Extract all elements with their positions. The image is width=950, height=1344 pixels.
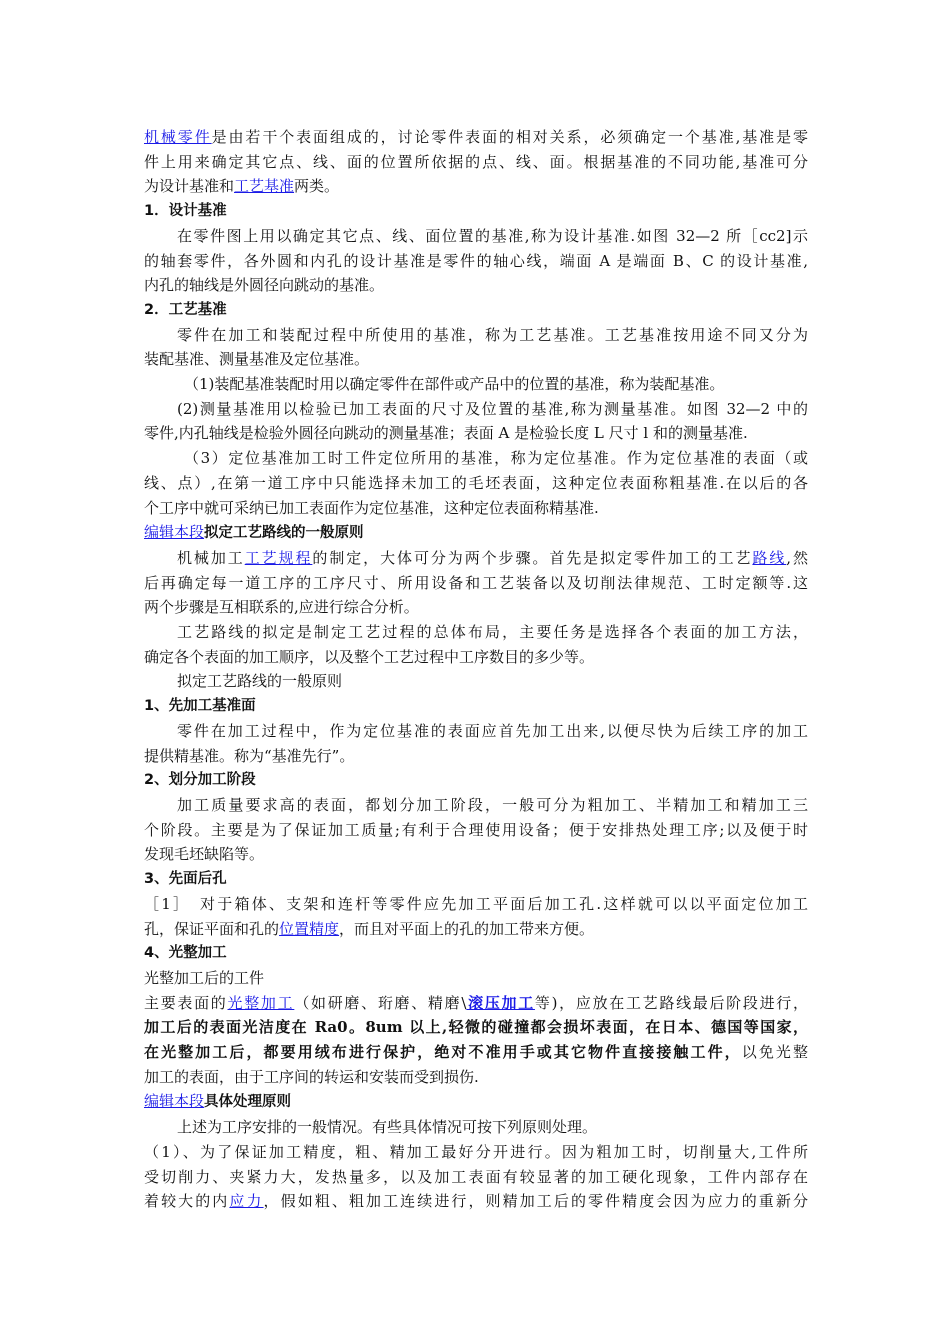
paragraph-route-line-1	[144, 546, 808, 571]
paragraph-finishing-line-1	[144, 991, 808, 1016]
section-heading-specific	[144, 1089, 808, 1115]
paragraph-design-datum-line-2: 的轴套零件，各外圆和内孔的设计基准是零件的轴心线，端面 A 是端面 B、C 的设计基准,	[144, 251, 808, 270]
paragraph-process-datum-line-1: 零件在加工和装配过程中所使用的基准，称为工艺基准。工艺基准按用途不同又分为	[177, 325, 808, 344]
section-title: 拟定工艺路线的一般原则	[204, 525, 364, 542]
text: 在光整加工后，都要用绒布进行保护，绝对不准用手或其它物件直接接触工件，	[144, 1043, 742, 1062]
heading-face-before-hole: 3、先面后孔	[144, 871, 227, 888]
paragraph-datum-first-line-2: 提供精基准。称为“基准先行”。	[144, 746, 355, 765]
paragraph-design-datum-line-1: 在零件图上用以确定其它点、线、面位置的基准,称为设计基准.如图 32—2 所［cc2]示	[177, 226, 808, 245]
text: ，假如粗、粗加工连续进行，则精加工后的零件精度会因为应力的重新分	[263, 1192, 808, 1211]
text: 的制定，大体可分为两个步骤。首先是拟定零件加工的工艺	[312, 548, 753, 567]
paragraph-locating-datum-line-2: 线、点）,在第一道工序中只能选择未加工的毛坯表面，这种定位表面称粗基准.在以后的各	[144, 473, 808, 492]
text: 机械加工	[177, 548, 245, 567]
paragraph-datum-first-line-1: 零件在加工过程中，作为定位基准的表面应首先加工出来,以便尽快为后续工序的加工	[177, 721, 808, 740]
link-mechanical-parts[interactable]: 机械零件	[144, 128, 212, 146]
paragraph-locating-datum-line-3: 个工序中就可采纳已加工表面作为定位基准，这种定位表面称精基准.	[144, 498, 599, 517]
link-roller-burnishing[interactable]: 滚压加工	[466, 993, 535, 1012]
paragraph-stages-line-3: 发现毛坯缺陷等。	[144, 845, 265, 864]
paragraph-design-datum-line-3: 内孔的轴线是外圆径向跳动的基准。	[144, 276, 385, 295]
section-title: 具体处理原则	[204, 1094, 292, 1111]
heading-design-datum: 1．设计基准	[144, 203, 227, 220]
link-stress[interactable]: 应力	[229, 1192, 264, 1211]
paragraph-finished-workpiece: 光整加工后的工件	[144, 968, 265, 987]
paragraph-measure-datum-line-2: 零件,内孔轴线是检验外圆径向跳动的测量基准；表面 A 是检验长度 L 尺寸 l 和的测量基准.	[144, 424, 748, 443]
section-heading-route	[144, 520, 808, 546]
text: 着较大的内	[144, 1192, 230, 1211]
paragraph-specific-line-2: 受切削力、夹紧力大，发热量多，以及加工表面有较显著的加工硬化现象，工件内部存在	[144, 1167, 808, 1186]
edit-section-link[interactable]: 编辑本段	[144, 523, 205, 542]
text: 是由若干个表面组成的，讨论零件表面的相对关系，必须确定一个基准,基准是零	[211, 128, 808, 146]
document-page	[144, 125, 808, 1214]
paragraph-process-datum-line-2: 装配基准、测量基准及定位基准。	[144, 350, 370, 369]
paragraph-general-principles: 拟定工艺路线的一般原则	[177, 672, 343, 691]
link-process-specification[interactable]: 工艺规程	[244, 548, 313, 567]
text: ，而且对平面上的孔的加工带来方便。	[339, 919, 595, 938]
text: 孔，保证平面和孔的	[144, 919, 280, 938]
text: 等)，应放在工艺路线最后阶段进行，	[534, 993, 808, 1012]
paragraph-measure-datum-line-1: (2)测量基准用以检验已加工表面的尺寸及位置的基准,称为测量基准。如图 32—2 中的	[177, 399, 808, 418]
paragraph-intro-line-1	[144, 125, 808, 150]
edit-section-link[interactable]: 编辑本段	[144, 1092, 205, 1111]
paragraph-face-before-hole-line-1: ［1］ 对于箱体、支架和连杆等零件应先加工平面后加工孔.这样就可以以平面定位加工	[144, 894, 808, 913]
paragraph-finishing-line-3	[144, 1040, 808, 1065]
link-process-datum[interactable]: 工艺基准	[234, 177, 295, 196]
text: 两类。	[294, 177, 340, 196]
paragraph-locating-datum-line-1: （3）定位基准加工时工件定位所用的基准，称为定位基准。作为定位基准的表面（或	[184, 449, 808, 468]
paragraph-intro-line-2: 件上用来确定其它点、线、面的位置所依据的点、线、面。根据基准的不同功能,基准可分	[144, 152, 808, 171]
paragraph-specific-intro: 上述为工序安排的一般情况。有些具体情况可按下列原则处理。	[177, 1118, 598, 1137]
link-position-accuracy[interactable]: 位置精度	[279, 919, 340, 938]
paragraph-stages-line-2: 个阶段。主要是为了保证加工质量;有利于合理使用设备；便于安排热处理工序;以及便于时	[144, 820, 808, 839]
paragraph-specific-line-3	[144, 1189, 808, 1214]
paragraph-layout-line-2: 确定各个表面的加工顺序，以及整个工艺过程中工序数目的多少等。	[144, 647, 595, 666]
paragraph-specific-line-1: （1）、为了保证加工精度，粗、精加工最好分开进行。因为粗加工时，切削量大,工件所	[144, 1142, 808, 1161]
paragraph-layout-line-1: 工艺路线的拟定是制定工艺过程的总体布局，主要任务是选择各个表面的加工方法，	[177, 623, 808, 642]
heading-datum-first: 1、先加工基准面	[144, 698, 256, 715]
paragraph-stages-line-1: 加工质量要求高的表面，都划分加工阶段，一般可分为粗加工、半精加工和精加工三	[177, 795, 808, 814]
heading-stages: 2、划分加工阶段	[144, 772, 256, 789]
paragraph-finishing-line-4: 加工的表面，由于工序间的转运和安装而受到损伤.	[144, 1067, 479, 1086]
heading-process-datum: 2．工艺基准	[144, 301, 227, 318]
heading-finishing: 4、光整加工	[144, 945, 227, 962]
paragraph-intro-line-3	[144, 174, 808, 199]
text: （如研磨、珩磨、精磨\	[294, 993, 467, 1012]
paragraph-route-line-2: 后再确定每一道工序的工序尺寸、所用设备和工艺装备以及切削法律规范、工时定额等.这	[144, 573, 808, 592]
paragraph-face-before-hole-line-2	[144, 917, 808, 942]
text: 为设计基准和	[144, 177, 235, 196]
text: 以免光整	[741, 1043, 808, 1062]
text: 主要表面的	[144, 993, 228, 1012]
text: ,然	[786, 548, 808, 567]
paragraph-assembly-datum: （1)装配基准装配时用以确定零件在部件或产品中的位置的基准，称为装配基准。	[184, 375, 725, 394]
link-finishing[interactable]: 光整加工	[227, 993, 295, 1012]
link-route[interactable]: 路线	[752, 548, 787, 567]
paragraph-route-line-3: 两个步骤是互相联系的,应进行综合分析。	[144, 598, 419, 617]
paragraph-finishing-line-2: 加工后的表面光洁度在 Ra0。8um 以上,轻微的碰撞都会损坏表面，在日本、德国等国家，	[144, 1018, 808, 1037]
